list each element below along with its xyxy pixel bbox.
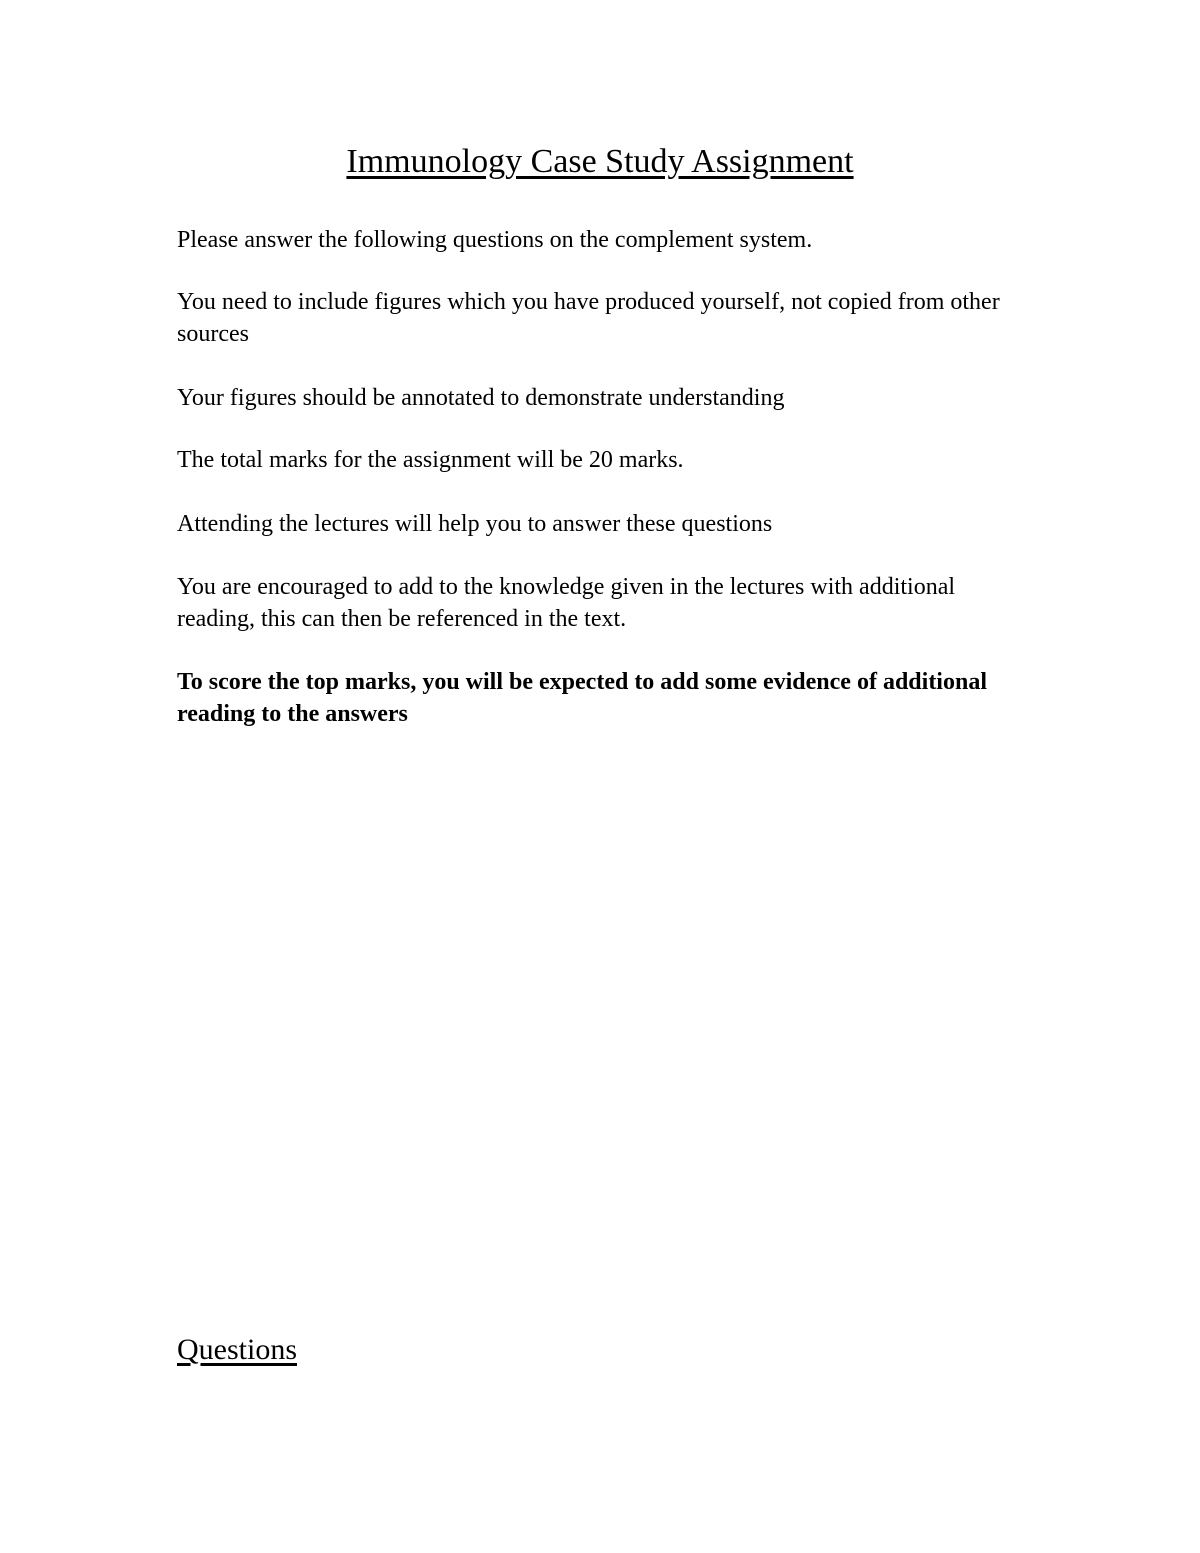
instruction-paragraph: Your figures should be annotated to demonstrate understanding — [177, 385, 785, 411]
instruction-paragraph: Please answer the following questions on the complement system. — [177, 227, 813, 253]
instruction-paragraph: The total marks for the assignment will be 20 marks. — [177, 447, 684, 473]
instruction-paragraph: You are encouraged to add to the knowledge given in the lectures with additional reading, this can then be referenced in the text. — [177, 574, 956, 632]
questions-heading: Questions — [177, 1333, 297, 1366]
instruction-paragraph: Attending the lectures will help you to answer these questions — [177, 511, 773, 537]
page-title: Immunology Case Study Assignment — [346, 143, 854, 180]
instruction-paragraph: You need to include figures which you have produced yourself, not copied from other sources — [177, 289, 1000, 347]
emphasis-paragraph: To score the top marks, you will be expected to add some evidence of additional reading to the answers — [177, 669, 987, 727]
